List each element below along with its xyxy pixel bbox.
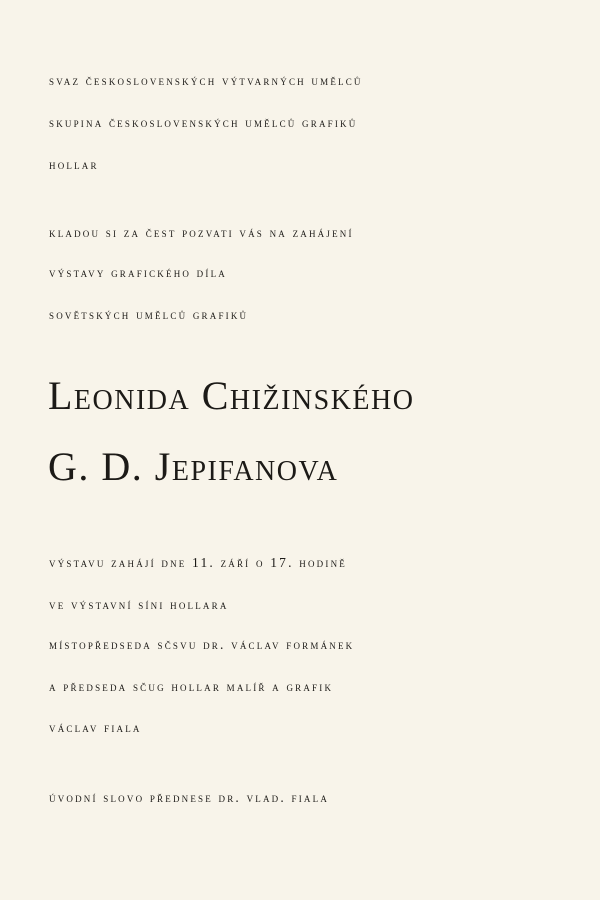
artist-name-1: Leonida Chižinského xyxy=(48,373,415,418)
details-line-3: místopředseda sčsvu dr. václav formánek xyxy=(49,637,355,652)
details-line-2: ve výstavní síni hollara xyxy=(49,597,229,612)
header-line-hollar: hollar xyxy=(49,157,99,172)
invitation-line-1: kladou si za čest pozvati vás na zahájení xyxy=(49,225,354,240)
artist-name-2: G. D. Jepifanova xyxy=(48,444,339,489)
footer-line: úvodní slovo přednese dr. vlad. fiala xyxy=(49,790,330,805)
header-line-group: skupina československých umělců grafiků xyxy=(49,115,358,130)
invitation-line-2: výstavy grafického díla xyxy=(49,265,227,280)
details-line-1: výstavu zahájí dne 11. září o 17. hodině xyxy=(49,555,347,570)
invitation-line-3: sovětských umělců grafiků xyxy=(49,307,249,322)
header-line-union: svaz československých výtvarných umělců xyxy=(49,73,363,88)
details-line-5: václav fiala xyxy=(49,720,142,735)
details-line-4: a předseda sčug hollar malíř a grafik xyxy=(49,679,334,694)
